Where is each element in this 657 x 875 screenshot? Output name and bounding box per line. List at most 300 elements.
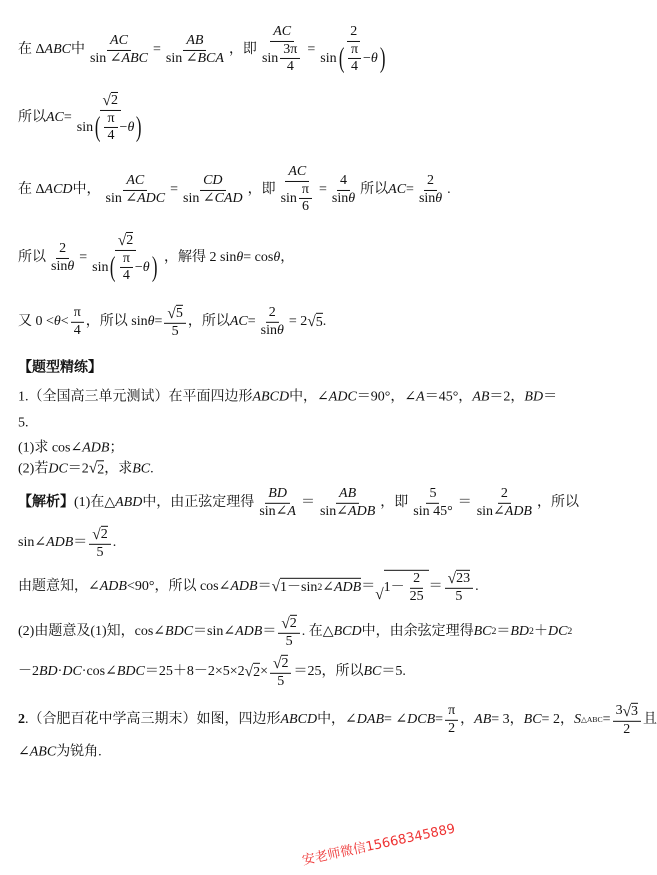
text-run: = xyxy=(319,182,327,198)
text-run: sin xyxy=(280,190,297,206)
square-root xyxy=(118,232,133,249)
text-run: π xyxy=(107,110,115,126)
text-run: 中，由正弦定理得 xyxy=(142,495,255,511)
denominator xyxy=(105,128,118,144)
math-variable: CAD xyxy=(214,190,243,206)
math-variable: θ xyxy=(435,190,443,206)
left-paren: ( xyxy=(95,111,101,143)
math-variable: AB xyxy=(186,32,204,48)
text-line xyxy=(18,460,154,477)
text-run: 又 0 < xyxy=(18,314,54,330)
math-variable: DC xyxy=(547,624,568,640)
math-variable: BD xyxy=(39,664,58,680)
math-variable: BD xyxy=(510,624,530,640)
fraction xyxy=(348,43,361,75)
math-variable: DAB xyxy=(356,712,385,728)
text-run: 5 xyxy=(315,315,323,331)
right-paren: ) xyxy=(379,42,386,74)
text-line xyxy=(18,744,102,759)
radical-sign: √ xyxy=(447,569,457,587)
text-run: 4 xyxy=(73,322,81,338)
numerator xyxy=(56,242,69,259)
text-run: ＝ xyxy=(262,624,277,640)
text-run: (1)在△ xyxy=(74,495,116,511)
denominator xyxy=(94,545,107,561)
denominator xyxy=(410,504,455,520)
text-run: 2 xyxy=(126,232,134,248)
text-run: sin xyxy=(51,258,68,274)
radicand xyxy=(253,663,260,680)
radical-sign: √ xyxy=(244,662,254,680)
text-run: 2 xyxy=(110,92,118,108)
math-variable: ABCD xyxy=(280,712,318,728)
text-run: sin ∠ xyxy=(105,190,138,206)
text-run: ，所以 sin xyxy=(85,314,148,330)
text-run: －2 xyxy=(18,664,39,680)
radicand xyxy=(384,570,429,604)
text-run: 2 xyxy=(281,655,289,671)
text-run: 5 xyxy=(175,305,183,321)
text-run: ＝2 xyxy=(67,461,89,477)
square-root xyxy=(281,615,296,632)
fraction xyxy=(613,703,641,737)
denominator xyxy=(258,323,287,339)
text-run: 在 Δ xyxy=(18,42,45,58)
text-run: 2 xyxy=(413,570,421,586)
radicand xyxy=(97,460,104,477)
math-variable: ADB xyxy=(82,440,110,456)
text-line xyxy=(18,389,557,404)
numerator xyxy=(266,306,279,323)
math-variable: θ xyxy=(142,259,150,275)
math-variable: AC xyxy=(110,32,128,48)
denominator xyxy=(89,251,162,284)
denominator xyxy=(329,191,358,207)
math-variable: BCD xyxy=(333,624,362,640)
fraction xyxy=(317,25,390,75)
text-run: = xyxy=(79,250,88,266)
text-run: . xyxy=(112,535,117,551)
text-run: = xyxy=(63,110,72,126)
text-run: π xyxy=(350,41,359,57)
math-variable: θ xyxy=(147,314,155,330)
square-root xyxy=(307,313,322,330)
text-run: 4 xyxy=(350,59,358,75)
radical-sign: √ xyxy=(375,586,384,604)
math-variable: θ xyxy=(236,250,244,266)
numerator xyxy=(270,655,291,674)
text-run: ＋ xyxy=(533,624,548,640)
math-variable: DC xyxy=(48,461,68,477)
radicand xyxy=(176,305,183,322)
text-run: ∠ xyxy=(322,580,334,596)
text-run: ＝5. xyxy=(381,664,406,680)
text-run: . xyxy=(475,579,479,595)
fraction xyxy=(416,174,445,206)
fraction xyxy=(445,704,458,736)
text-run: − xyxy=(119,119,128,135)
math-variable: AC xyxy=(46,110,64,126)
text-run: 1.（全国高三单元测试）在平面四边形 xyxy=(18,389,253,405)
fraction xyxy=(278,615,299,649)
radical-sign: √ xyxy=(88,459,98,477)
text-line xyxy=(18,415,29,430)
numerator xyxy=(183,34,206,51)
math-variable: AB xyxy=(472,389,490,405)
math-variable: ABC xyxy=(29,744,57,760)
text-run: ·cos∠ xyxy=(81,664,117,680)
text-run: ＝ xyxy=(257,579,272,595)
fraction xyxy=(278,165,317,215)
text-run: 3 xyxy=(615,702,623,718)
numerator xyxy=(265,487,290,504)
math-variable: AC xyxy=(388,182,407,198)
text-run: ＝ xyxy=(361,579,376,595)
right-paren: ) xyxy=(151,251,158,283)
text-run: · xyxy=(57,664,63,680)
text-run: . xyxy=(447,182,451,198)
text-run: × xyxy=(260,664,269,680)
numerator xyxy=(115,232,136,251)
square-root xyxy=(375,570,428,604)
text-run: (2)由题意及(1)知，cos∠ xyxy=(18,624,166,640)
radical-sign: √ xyxy=(92,525,101,543)
fraction xyxy=(317,487,378,519)
math-variable: θ xyxy=(273,250,281,266)
radicand xyxy=(111,92,118,109)
fraction xyxy=(163,34,227,66)
text-line xyxy=(18,305,326,339)
math-variable: BDC xyxy=(116,664,145,680)
text-run: ，求 xyxy=(104,461,133,477)
radicand xyxy=(126,232,133,249)
radical-sign: √ xyxy=(622,702,632,720)
fraction xyxy=(258,306,287,338)
math-variable: AB xyxy=(474,712,492,728)
text-run: 2 xyxy=(623,721,631,737)
radical-sign: √ xyxy=(271,577,281,595)
fraction xyxy=(89,232,162,284)
text-run: π xyxy=(448,702,456,718)
text-run: ， xyxy=(460,712,475,728)
denominator xyxy=(163,51,227,67)
text-run: 2 xyxy=(427,172,435,188)
math-variable: θ xyxy=(348,190,356,206)
text-run: 所以 xyxy=(360,182,389,198)
math-variable: ABC xyxy=(44,42,71,58)
text-run: 4 xyxy=(107,128,115,144)
text-run: = xyxy=(602,712,611,728)
text-run: sin xyxy=(76,119,94,135)
denominator xyxy=(283,634,296,650)
text-run: 且 xyxy=(643,712,657,728)
numerator xyxy=(280,43,300,60)
text-run: ＝ xyxy=(428,579,443,595)
right-paren: ) xyxy=(136,111,142,143)
text-run: 2 xyxy=(100,526,108,542)
radicand xyxy=(280,578,361,595)
numerator xyxy=(445,704,458,721)
text-run: sin∠ xyxy=(18,535,47,551)
math-variable: ADC xyxy=(137,190,166,206)
text-run: ，所以 xyxy=(536,495,579,511)
numerator xyxy=(348,43,361,60)
text-run: ，即 xyxy=(228,42,257,58)
math-variable: ADC xyxy=(328,389,357,405)
radicand xyxy=(290,615,297,632)
text-run: 2 xyxy=(268,304,276,320)
denominator xyxy=(103,191,169,207)
math-variable: AB xyxy=(339,485,357,501)
text-run: 为锐角. xyxy=(56,744,102,760)
math-variable: DCB xyxy=(407,712,436,728)
radical-sign: √ xyxy=(117,231,127,249)
text-run: ＝ xyxy=(496,624,511,640)
math-variable: ACD xyxy=(44,182,73,198)
text-run: 2 xyxy=(97,462,105,478)
text-run: 5 xyxy=(171,323,179,339)
denominator xyxy=(317,42,390,75)
text-run: 2 xyxy=(253,665,261,681)
text-run: π xyxy=(301,181,309,197)
denominator xyxy=(120,268,133,284)
text-run: 4 xyxy=(286,59,294,75)
text-run: ，解得 2 sin xyxy=(164,250,237,266)
denominator xyxy=(299,199,312,215)
text-run: 1－ xyxy=(383,580,405,596)
square-root xyxy=(448,570,470,587)
text-run: − xyxy=(363,50,371,66)
text-run: ＝25，所以 xyxy=(293,664,364,680)
denominator xyxy=(317,504,378,520)
text-run: = xyxy=(153,42,161,58)
numerator xyxy=(613,703,641,722)
text-run: (2)若 xyxy=(18,461,49,477)
math-variable: θ xyxy=(53,314,61,330)
numerator xyxy=(270,25,294,42)
parenthesized-group xyxy=(108,252,159,284)
text-line xyxy=(18,25,392,75)
fraction xyxy=(407,572,427,604)
radical-sign: √ xyxy=(281,614,290,632)
text-run: sin∠ xyxy=(319,503,349,519)
denominator xyxy=(180,191,246,207)
square-root xyxy=(272,578,362,595)
fraction xyxy=(164,305,185,339)
text-run: ∠ xyxy=(18,744,30,760)
text-run: 2 xyxy=(289,615,297,631)
numerator xyxy=(89,526,110,545)
left-paren: ( xyxy=(338,42,345,74)
math-variable: ABC xyxy=(121,50,148,66)
text-run: sin ∠ xyxy=(183,190,215,206)
text-line xyxy=(18,655,406,689)
text-run: 所以 xyxy=(18,110,46,126)
denominator xyxy=(452,589,465,605)
text-line xyxy=(18,487,579,519)
text-line xyxy=(18,526,116,560)
text-run: 5 xyxy=(285,633,293,649)
numerator xyxy=(107,34,131,51)
text-line xyxy=(18,615,572,649)
fraction xyxy=(256,487,299,519)
text-run: ＝ xyxy=(73,535,88,551)
text-line xyxy=(18,232,294,284)
math-variable: BC xyxy=(523,712,542,728)
math-variable: AC xyxy=(273,23,292,39)
square-root xyxy=(273,655,288,672)
superscript: 2 xyxy=(317,581,323,593)
denominator xyxy=(278,182,317,215)
denominator xyxy=(348,59,361,75)
text-run: sin∠ xyxy=(476,503,505,519)
fraction xyxy=(87,34,151,66)
text-run: ＝25＋8－2×5×2 xyxy=(144,664,245,680)
text-line xyxy=(18,165,451,215)
text-run: 中 xyxy=(70,42,85,58)
denominator xyxy=(474,504,535,520)
numerator xyxy=(445,570,473,589)
text-run: = 3， xyxy=(491,712,524,728)
text-run: 5 xyxy=(277,673,285,689)
subscript: △ABC xyxy=(580,714,603,724)
text-run: 25 xyxy=(409,588,424,604)
fraction xyxy=(445,570,473,604)
text-line xyxy=(18,440,123,455)
math-variable: DC xyxy=(62,664,82,680)
math-variable: BDC xyxy=(165,624,194,640)
math-variable: BC xyxy=(473,624,492,640)
math-variable: BD xyxy=(524,389,544,405)
text-run: ＝2， xyxy=(489,389,525,405)
parenthesized-group xyxy=(337,43,388,75)
text-run: .（合肥百花中学高三期末）如图，四边形 xyxy=(25,712,281,728)
bold-label: 【解析】 xyxy=(18,495,74,511)
numerator xyxy=(426,487,439,504)
fraction xyxy=(259,25,305,75)
square-root xyxy=(103,92,118,109)
numerator xyxy=(123,174,147,191)
text-run: 中， xyxy=(72,182,101,198)
text-run: 所以 xyxy=(18,250,46,266)
text-run: sin xyxy=(331,190,349,206)
denominator xyxy=(169,324,182,340)
math-variable: ADB xyxy=(235,624,263,640)
math-variable: A xyxy=(287,503,296,519)
denominator xyxy=(71,323,84,339)
numerator xyxy=(71,306,84,323)
square-root xyxy=(623,703,638,720)
math-variable: BD xyxy=(268,485,287,501)
text-line xyxy=(18,703,657,737)
fraction xyxy=(74,92,147,144)
text-line xyxy=(18,92,149,144)
math-variable: ADB xyxy=(504,503,532,519)
text-run: − xyxy=(134,259,143,275)
text-run: = 2， xyxy=(541,712,574,728)
text-run: = xyxy=(307,42,316,58)
math-variable: θ xyxy=(277,322,284,338)
text-run: 5 xyxy=(96,544,104,560)
math-variable: ABCD xyxy=(252,389,290,405)
text-run: 2 xyxy=(59,240,67,256)
parenthesized-group xyxy=(93,112,144,144)
math-variable: AC xyxy=(229,314,248,330)
text-run: = xyxy=(247,314,256,330)
denominator xyxy=(274,674,287,690)
text-run: 1－sin xyxy=(280,580,318,596)
text-run: ＝ xyxy=(300,495,315,511)
denominator xyxy=(620,722,633,738)
denominator xyxy=(259,42,305,75)
square-root xyxy=(89,460,104,477)
text-run: ＝ xyxy=(457,495,472,511)
text-run: sin xyxy=(92,259,109,275)
fraction xyxy=(329,174,358,206)
text-run: 2 xyxy=(350,23,358,39)
numerator xyxy=(278,615,299,634)
math-variable: ABD xyxy=(115,495,143,511)
text-run: 中，∠ xyxy=(317,712,357,728)
text-run: 6 xyxy=(301,199,309,215)
radical-sign: √ xyxy=(102,91,111,109)
numerator xyxy=(100,92,121,111)
fraction xyxy=(270,655,291,689)
fraction xyxy=(410,487,455,519)
numerator xyxy=(299,183,312,200)
text-run: ＝sin∠ xyxy=(193,624,236,640)
text-run: sin ∠ xyxy=(165,50,198,66)
radicand xyxy=(456,570,470,587)
text-run: 3π xyxy=(283,41,298,57)
math-variable: AC xyxy=(288,163,307,179)
square-root xyxy=(167,305,182,322)
superscript: 2 xyxy=(491,625,497,637)
text-run: < xyxy=(60,314,69,330)
text-run: 4 xyxy=(340,172,348,188)
numerator xyxy=(347,25,360,42)
text-run: 5. xyxy=(18,415,29,431)
text-run: = ∠ xyxy=(384,712,408,728)
fraction xyxy=(89,526,110,560)
bold-label: 2 xyxy=(18,712,25,728)
fraction xyxy=(474,487,535,519)
text-run: 2 xyxy=(448,720,456,736)
text-run: = cos xyxy=(243,250,274,266)
denominator xyxy=(416,191,445,207)
denominator xyxy=(284,59,297,75)
square-root xyxy=(92,526,107,543)
text-run: sin xyxy=(261,50,279,66)
fraction xyxy=(180,174,246,206)
numerator xyxy=(337,174,350,191)
math-variable: S xyxy=(573,712,581,728)
text-run: 在 Δ xyxy=(18,182,45,198)
math-variable: A xyxy=(416,389,425,405)
text-run: sin xyxy=(260,322,278,338)
math-variable: AC xyxy=(126,172,145,188)
square-root xyxy=(245,663,260,680)
fraction xyxy=(71,306,84,338)
numerator xyxy=(498,487,511,504)
numerator xyxy=(285,165,309,182)
fraction xyxy=(299,183,312,215)
text-line xyxy=(18,570,479,604)
text-run: ＝90°，∠ xyxy=(356,389,417,405)
math-variable: ADB xyxy=(348,503,376,519)
text-run: sin 45° xyxy=(413,503,453,519)
numerator xyxy=(164,305,185,324)
